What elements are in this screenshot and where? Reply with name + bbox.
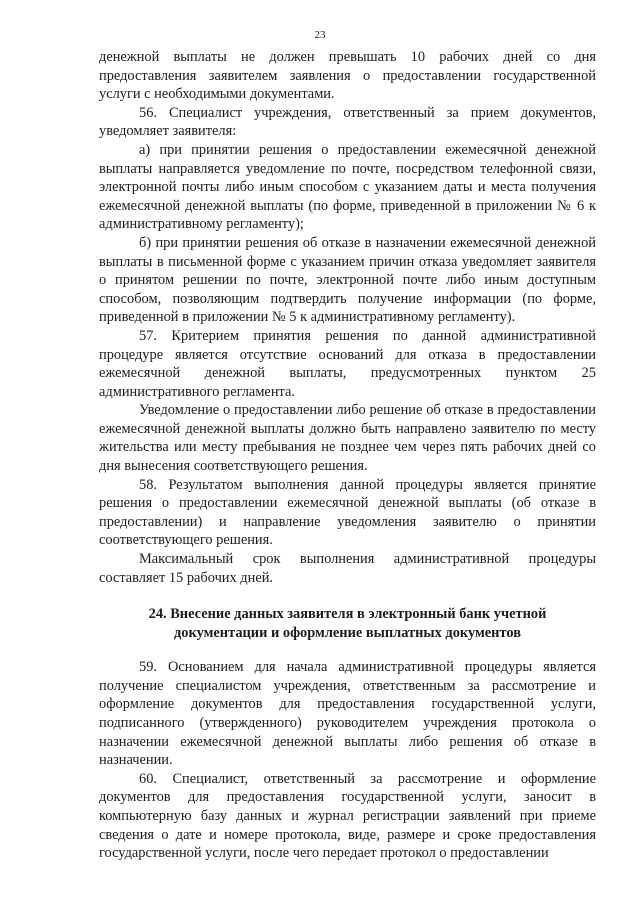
paragraph: 58. Результатом выполнения данной процедуры является принятие решения о предоставлении ежемесячной денежной выплаты (об отказе в предоставлении) и направление уведомления заявителю о принятии соответствующего решения. [99, 476, 596, 549]
paragraph: денежной выплаты не должен превышать 10 рабочих дней со дня предоставления заявителем заявления о предоставлении государственной услуги с необходимыми документами. [99, 49, 596, 103]
paragraphs-top [99, 48, 596, 587]
page-number: 23 [314, 29, 326, 41]
paragraph: б) при принятии решения об отказе в назначении ежемесячной денежной выплаты в письменной форме с указанием причин отказа уведомляет заявителя о принятом решении по почте, электронной почте либо иным доступным способом, позволяющим подтвердить получение информации (по форме, приведенной в приложении № 5 к административному регламенту). [99, 234, 596, 326]
paragraph: 60. Специалист, ответственный за рассмотрение и оформление документов для предоставления государственной услуги, заносит в компьютерную базу данных и журнал регистрации заявлений при приеме сведения о дате и номере протокола, виде, размере и сроке предоставления государственной услуги, после чего передает протокол о предоставлении [99, 770, 596, 862]
section-heading [99, 605, 596, 643]
paragraph: 56. Специалист учреждения, ответственный за прием документов, уведомляет заявителя: [99, 104, 596, 140]
section-heading-line: 24. Внесение данных заявителя в электронный банк учетной [148, 606, 547, 623]
paragraph: Уведомление о предоставлении либо решение об отказе в предоставлении ежемесячной денежной выплаты должно быть направлено заявителю по месту жительства или месту пребывания не позднее чем через пять рабочих дней со дня вынесения соответствующего решения. [99, 402, 596, 475]
paragraph: 57. Критерием принятия решения по данной административной процедуре является отсутствие оснований для отказа в предоставлении ежемесячной денежной выплаты, предусмотренных пунктом 25 административного регламента. [99, 327, 596, 400]
paragraph: а) при принятии решения о предоставлении ежемесячной денежной выплаты направляется уведомление по почте, посредством телефонной связи, электронной почты либо иным способом с указанием даты и места получения ежемесячной денежной выплаты (по форме, приведенной в приложении № 6 к административному регламенту); [99, 141, 596, 233]
document-body [99, 48, 596, 863]
paragraph: 59. Основанием для начала административной процедуры является получение специалистом учреждения, ответственным за рассмотрение и оформление документов для предоставления государственной услуги, подписанного (утвержденного) руководителем учреждения протокола о назначении ежемесячной денежной выплаты либо решения об отказе в назначении. [99, 659, 596, 769]
section-heading-line: документации и оформление выплатных документов [174, 625, 521, 642]
paragraphs-bottom [99, 658, 596, 863]
paragraph: Максимальный срок выполнения административной процедуры составляет 15 рабочих дней. [99, 551, 596, 586]
